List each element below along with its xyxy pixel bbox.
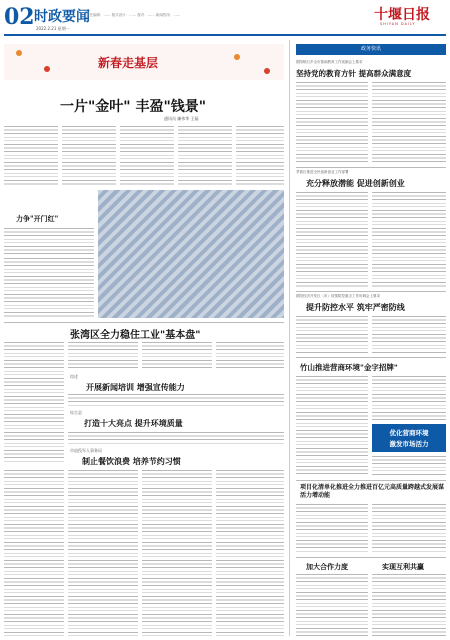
body-text bbox=[372, 192, 446, 288]
body-text bbox=[68, 394, 284, 408]
body-text bbox=[296, 504, 368, 554]
flower-icon bbox=[16, 50, 22, 56]
body-text bbox=[142, 342, 212, 370]
story4-headline: 竹山推进营商环境"金字招牌" bbox=[300, 363, 398, 372]
story1-kicker: 郧阳峡石乡全市基础教育工作视频会上要求 bbox=[296, 60, 363, 64]
flower-icon bbox=[234, 54, 240, 60]
body-text bbox=[372, 82, 446, 164]
story2-headline: 充分释放潜能 促进创新创业 bbox=[306, 178, 405, 188]
body-text bbox=[372, 456, 446, 476]
story7-headline: 实现互利共赢 bbox=[382, 562, 424, 571]
body-text bbox=[62, 126, 116, 186]
main-headline: 一片"金叶" 丰盈"钱景" bbox=[60, 99, 207, 115]
mid-headline: 张湾区全力稳住工业"基本盘" bbox=[70, 330, 201, 341]
body-text bbox=[236, 126, 284, 186]
body-text bbox=[296, 316, 368, 354]
newspaper-logo: 十堰日报 bbox=[374, 7, 430, 23]
page-number: 02 bbox=[4, 4, 35, 30]
story-c-headline: 制止餐饮浪费 培养节约习惯 bbox=[82, 456, 181, 466]
highlight-line2: 激发市场活力 bbox=[389, 440, 429, 448]
body-text bbox=[68, 432, 284, 446]
divider bbox=[296, 291, 446, 292]
body-text bbox=[4, 228, 94, 254]
highlight-box bbox=[372, 424, 446, 452]
body-text bbox=[4, 470, 64, 636]
divider bbox=[296, 480, 446, 481]
highlight-line1: 优化营商环境 bbox=[389, 429, 429, 437]
story2-kicker: 茅箭区推进全民创新创业工作部署 bbox=[296, 170, 349, 174]
editor-info: 责任编辑：…… 版式设计：…… 校对：…… 新闻热线：…… bbox=[86, 13, 181, 17]
main-byline: 通讯员 廉伟华 王磊 bbox=[164, 116, 199, 121]
left-column-headline: 力争"开门红" bbox=[16, 214, 59, 223]
divider bbox=[296, 167, 446, 168]
body-text bbox=[372, 316, 446, 354]
side-section-label: 政务快讯 bbox=[296, 44, 446, 55]
story3-headline: 提升防控水平 筑牢严密防线 bbox=[306, 302, 405, 312]
flower-icon bbox=[264, 68, 270, 74]
story-b-headline: 打造十大亮点 提升环境质量 bbox=[84, 418, 183, 428]
body-text bbox=[4, 258, 94, 318]
section-label: 市退役军人事务局 bbox=[70, 448, 102, 453]
column-divider bbox=[289, 40, 290, 636]
divider bbox=[4, 322, 284, 323]
body-text bbox=[68, 470, 138, 636]
banner-title: 新春走基层 bbox=[98, 56, 159, 70]
section-label: 综述 bbox=[70, 374, 78, 379]
body-text bbox=[68, 342, 138, 370]
divider bbox=[296, 357, 446, 358]
main-photo bbox=[98, 190, 284, 318]
story6-headline: 加大合作力度 bbox=[306, 562, 348, 571]
body-text bbox=[4, 342, 64, 462]
date-line: 2022.2.21 星期一 bbox=[36, 26, 70, 31]
newspaper-logo-sub: SHIYAN DAILY bbox=[380, 22, 416, 26]
body-text bbox=[216, 470, 284, 636]
body-text bbox=[120, 126, 174, 186]
story3-kicker: 郧阳经济开发区（市）疫情防控重点工作协调会上要求 bbox=[296, 294, 380, 298]
story5-headline: 项目化清单化推进全力推进百亿元高质量跨越式发展谋活力增动能 bbox=[300, 484, 445, 499]
body-text bbox=[296, 82, 368, 164]
body-text bbox=[372, 504, 446, 554]
divider bbox=[296, 557, 446, 558]
flower-icon bbox=[44, 66, 50, 72]
body-text bbox=[178, 126, 232, 186]
body-text bbox=[372, 574, 446, 636]
body-text bbox=[372, 376, 446, 420]
body-text bbox=[296, 376, 368, 476]
body-text bbox=[142, 470, 212, 636]
body-text bbox=[216, 342, 284, 370]
header-rule bbox=[4, 34, 446, 36]
story1-headline: 坚持党的教育方针 提高群众满意度 bbox=[296, 69, 412, 78]
story-a-headline: 开展新闻培训 增强宣传能力 bbox=[86, 382, 185, 392]
body-text bbox=[296, 574, 368, 636]
body-text bbox=[4, 126, 58, 186]
body-text bbox=[296, 192, 368, 288]
section-title: 时政要闻 bbox=[34, 9, 90, 25]
section-label: 综合县 bbox=[70, 410, 82, 415]
